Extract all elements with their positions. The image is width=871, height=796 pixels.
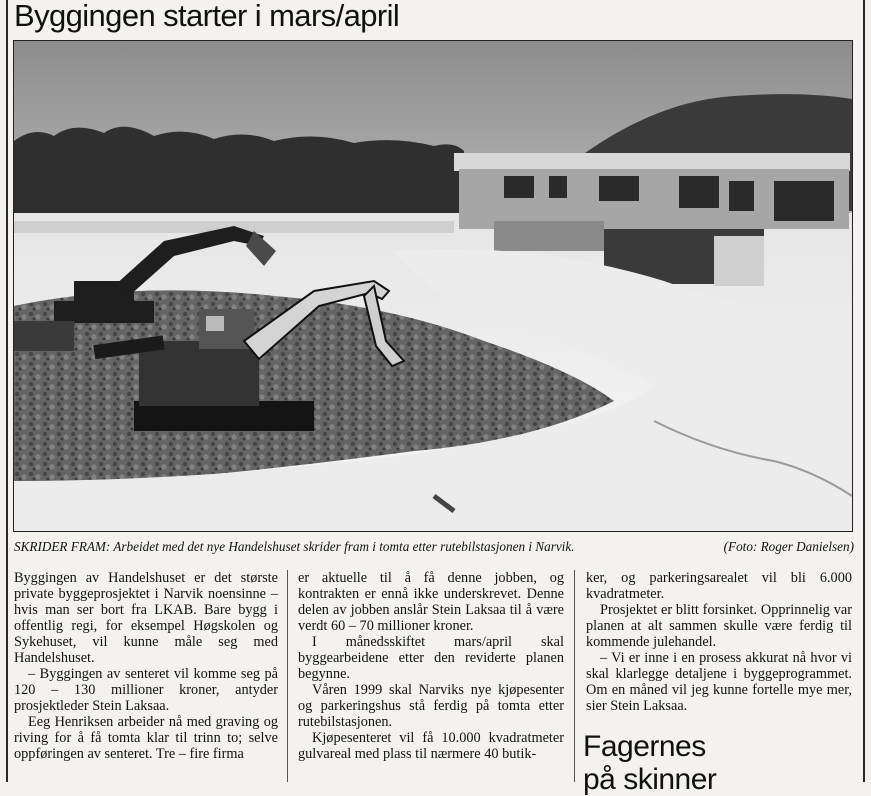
article-paragraph: Kjøpesenteret vil få 10.000 kvadratmeter gulvareal med plass til nærmere 40 butik-	[298, 730, 564, 762]
article-column-3	[586, 570, 852, 714]
photo-caption	[14, 539, 854, 555]
article-paragraph: Våren 1999 skal Narviks nye kjøpesenter og parkeringshus stå ferdig på tomta etter rutebilstasjonen.	[298, 682, 564, 730]
construction-site-photo	[14, 41, 852, 531]
article-photo	[13, 40, 853, 532]
column-divider	[287, 570, 288, 782]
article-paragraph: Eeg Henriksen arbeider nå med graving og riving for å få tomta klar til trinn to; selve oppføringen av senteret. Tre – fire firma	[14, 714, 278, 762]
caption-text: SKRIDER FRAM: Arbeidet med det nye Handelshuset skrider fram i tomta etter rutebilstasjonen i Narvik.	[14, 539, 575, 554]
article-column-2	[298, 570, 564, 762]
page-border-left	[6, 0, 8, 782]
article-paragraph: Prosjektet er blitt forsinket. Opprinnelig var planen at alt sammen skulle være ferdig til kommende julehandel.	[586, 602, 852, 650]
article-paragraph: – Byggingen av senteret vil komme seg på 120 – 130 millioner kroner, antyder prosjektleder Stein Laksaa.	[14, 666, 278, 714]
article-paragraph: I månedsskiftet mars/april skal byggearbeidene etter den reviderte planen begynne.	[298, 634, 564, 682]
article-paragraph: Byggingen av Handelshuset er det største private byggeprosjektet i Narvik noensinne – hvis man ser bort fra LKAB. Bare bygg i offentlig regi, for eksempel Høgskolen og Sykehuset, vil kunne måle seg med Handelshuset.	[14, 570, 278, 666]
article-paragraph: er aktuelle til å få denne jobben, og kontrakten er ennå ikke underskrevet. Denne delen av jobben anslår Stein Laksaa til å være verdt 60 – 70 millioner kroner.	[298, 570, 564, 634]
next-article-title-line2: på skinner	[583, 763, 717, 796]
article-column-1	[14, 570, 278, 762]
next-article-title-line1: Fagernes	[583, 730, 706, 763]
article-paragraph: – Vi er inne i en prosess akkurat nå hvor vi skal klarlegge detaljene i byggeprogrammet. Om en måned vil jeg kunne fortelle mye mer, sier Stein Laksaa.	[586, 650, 852, 714]
photo-credit: (Foto: Roger Danielsen)	[723, 539, 854, 554]
column-divider	[574, 570, 575, 782]
next-article-headline	[583, 730, 716, 796]
page-border-right	[863, 0, 865, 782]
article-headline: Byggingen starter i mars/april	[14, 0, 400, 33]
article-paragraph: ker, og parkeringsarealet vil bli 6.000 kvadratmeter.	[586, 570, 852, 602]
